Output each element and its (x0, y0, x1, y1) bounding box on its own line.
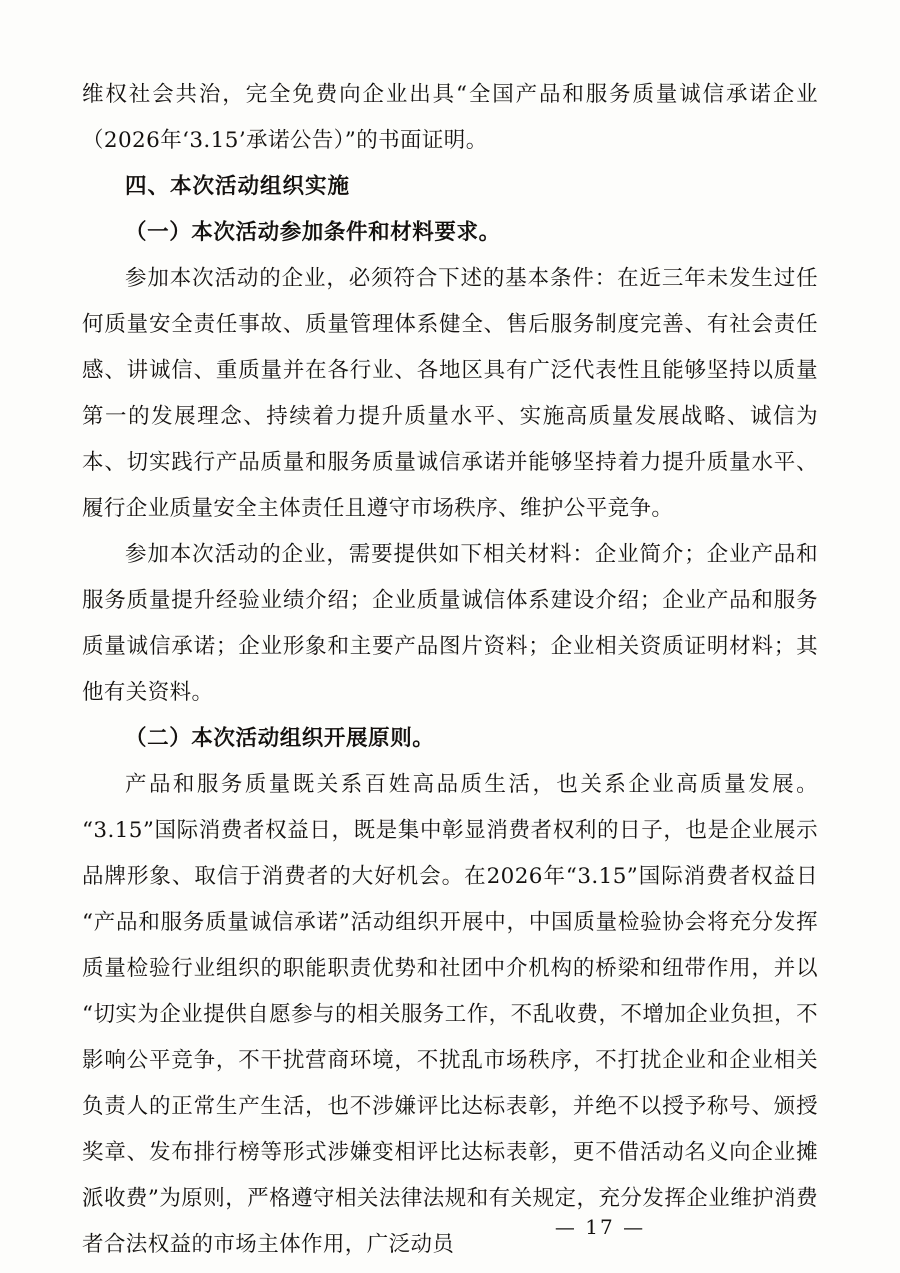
page-footer (0, 1215, 900, 1239)
document-body (82, 72, 818, 1268)
section-heading-four: 四、本次活动组织实施 (125, 174, 351, 199)
subsection-heading-one: （一）本次活动参加条件和材料要求。 (125, 220, 501, 245)
page-number: — 17 — (554, 1215, 646, 1239)
paragraph-continuation: 维权社会共治，完全免费向企业出具“全国产品和服务质量诚信承诺企业（2026年‘3.15’承诺公告）”的书面证明。 (82, 82, 818, 153)
paragraph-participation-conditions: 参加本次活动的企业，必须符合下述的基本条件：在近三年未发生过任何质量安全责任事故、质量管理体系健全、售后服务制度完善、有社会责任感、讲诚信、重质量并在各行业、各地区具有广泛代表性且能够坚持以质量第一的发展理念、持续着力提升质量水平、实施高质量发展战略、诚信为本、切实践行产品质量和服务质量诚信承诺并能够坚持着力提升质量水平、履行企业质量安全主体责任且遵守市场秩序、维护公平竞争。 (82, 266, 818, 521)
paragraph-organizing-principles: 产品和服务质量既关系百姓高品质生活，也关系企业高质量发展。“3.15”国际消费者权益日，既是集中彰显消费者权利的日子，也是企业展示品牌形象、取信于消费者的大好机会。在2026年“3.15”国际消费者权益日“产品和服务质量诚信承诺”活动组织开展中，中国质量检验协会将充分发挥质量检验行业组织的职能职责优势和社团中介机构的桥梁和纽带作用，并以“切实为企业提供自愿参与的相关服务工作，不乱收费，不增加企业负担，不影响公平竞争，不干扰营商环境，不扰乱市场秩序，不打扰企业和企业相关负责人的正常生产生活，也不涉嫌评比达标表彰，并绝不以授予称号、颁授奖章、发布排行榜等形式涉嫌变相评比达标表彰，更不借活动名义向企业摊派收费”为原则，严格遵守相关法律法规和有关规定，充分发挥企业维护消费者合法权益的市场主体作用，广泛动员 (82, 772, 818, 1257)
subsection-heading-two: （二）本次活动组织开展原则。 (125, 726, 435, 751)
paragraph-required-materials: 参加本次活动的企业，需要提供如下相关材料：企业简介；企业产品和服务质量提升经验业绩介绍；企业质量诚信体系建设介绍；企业产品和服务质量诚信承诺；企业形象和主要产品图片资料；企业相关资质证明材料；其他有关资料。 (82, 542, 818, 705)
